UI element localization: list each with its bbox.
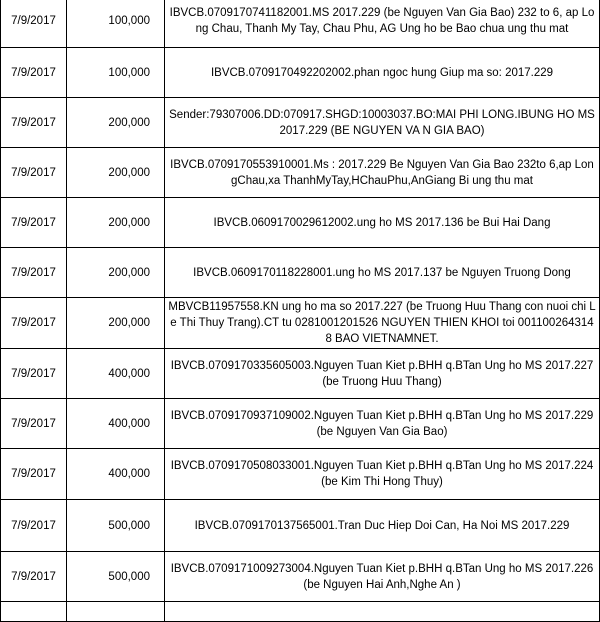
date-cell: 7/9/2017 — [1, 349, 67, 399]
date-cell: 7/9/2017 — [1, 552, 67, 602]
table-row — [1, 399, 600, 449]
description-cell: IBVCB.0709170741182001.MS 2017.229 (be Nguyen Van Gia Bao) 232 to 6, ap Long Chau, Thanh My Tay, Chau Phu, AG Ung ho be Bao chua ung thu mat — [165, 0, 600, 48]
table-row — [1, 148, 600, 198]
date-cell: 7/9/2017 — [1, 298, 67, 349]
date-cell: 7/9/2017 — [1, 248, 67, 298]
description-cell: IBVCB.0609170029612002.ung ho MS 2017.136 be Bui Hai Dang — [165, 198, 600, 248]
description-cell: IBVCB.0709170492202002.phan ngoc hung Giup ma so: 2017.229 — [165, 48, 600, 98]
description-cell: IBVCB.0709170508033001.Nguyen Tuan Kiet p.BHH q.BTan Ung ho MS 2017.224 (be Kim Thi Hong Thuy) — [165, 449, 600, 500]
description-cell: MBVCB11957558.KN ung ho ma so 2017.227 (be Truong Huu Thang con nuoi chi Le Thi Thuy Trang).CT tu 0281001201526 NGUYEN THIEN KHOI toi 0011002643148 BAO VIETNAMNET. — [165, 298, 600, 349]
table-row — [1, 349, 600, 399]
description-cell: IBVCB.0709170335605003.Nguyen Tuan Kiet p.BHH q.BTan Ung ho MS 2017.227 (be Truong Huu Thang) — [165, 349, 600, 399]
amount-cell: 100,000 — [67, 0, 165, 48]
description-cell: IBVCB.0709170937109002.Nguyen Tuan Kiet p.BHH q.BTan Ung ho MS 2017.229 (be Nguyen Van Gia Bao) — [165, 399, 600, 449]
table-row — [1, 552, 600, 602]
description-cell: IBVCB.0709171009273004.Nguyen Tuan Kiet p.BHH q.BTan Ung ho MS 2017.226 (be Nguyen Hai Anh,Nghe An ) — [165, 552, 600, 602]
table-row — [1, 0, 600, 48]
date-cell: 7/9/2017 — [1, 0, 67, 48]
date-cell: 7/9/2017 — [1, 399, 67, 449]
table-row — [1, 98, 600, 148]
description-cell: IBVCB.0709170137565001.Tran Duc Hiep Doi Can, Ha Noi MS 2017.229 — [165, 500, 600, 552]
amount-cell: 200,000 — [67, 98, 165, 148]
description-cell: IBVCB.0609170118228001.ung ho MS 2017.137 be Nguyen Truong Dong — [165, 248, 600, 298]
table-row — [1, 298, 600, 349]
description-cell: Sender:79307006.DD:070917.SHGD:10003037.BO:MAI PHI LONG.IBUNG HO MS 2017.229 (BE NGUYEN VA N GIA BAO) — [165, 98, 600, 148]
amount-cell: 200,000 — [67, 298, 165, 349]
date-cell: 7/9/2017 — [1, 449, 67, 500]
amount-cell: 500,000 — [67, 552, 165, 602]
amount-cell: 200,000 — [67, 248, 165, 298]
amount-cell: 100,000 — [67, 48, 165, 98]
table-row — [1, 500, 600, 552]
date-cell: 7/9/2017 — [1, 198, 67, 248]
description-cell: IBVCB.0709170553910001.Ms : 2017.229 Be Nguyen Van Gia Bao 232to 6,ap LongChau,xa ThanhMyTay,HChauPhu,AnGiang Bi ung thu mat — [165, 148, 600, 198]
date-cell: 7/9/2017 — [1, 500, 67, 552]
amount-cell: 400,000 — [67, 349, 165, 399]
amount-cell: 400,000 — [67, 449, 165, 500]
amount-cell: 400,000 — [67, 399, 165, 449]
table-row — [1, 198, 600, 248]
table-row — [1, 449, 600, 500]
date-cell: 7/9/2017 — [1, 148, 67, 198]
table-row — [1, 248, 600, 298]
amount-cell: 200,000 — [67, 198, 165, 248]
amount-cell: 500,000 — [67, 500, 165, 552]
date-cell: 7/9/2017 — [1, 48, 67, 98]
date-cell: 7/9/2017 — [1, 98, 67, 148]
amount-cell: 200,000 — [67, 148, 165, 198]
table-row — [1, 48, 600, 98]
